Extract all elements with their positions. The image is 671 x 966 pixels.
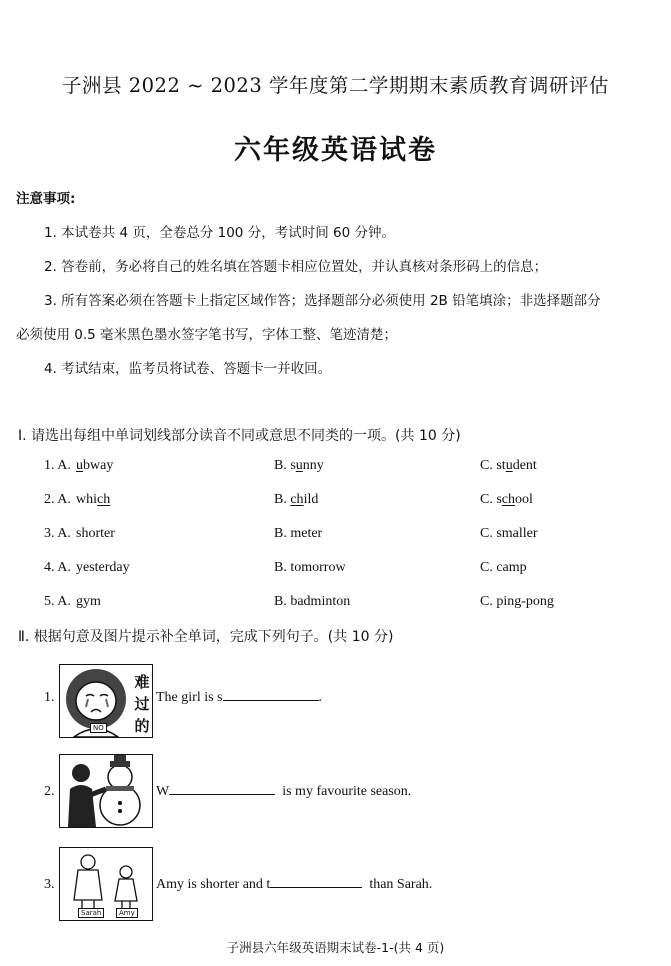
word-part: yesterday [76,560,130,575]
snowman-icon [60,755,152,827]
name-tag-amy: Amy [116,908,138,918]
sentence-3-start: Amy is shorter and t [156,877,271,892]
underlined-part: u [76,458,83,473]
section-2-title: Ⅱ. 根据句意及图片提示补全单词，完成下列句子。(共 10 分) [18,629,394,645]
word-part: B. [274,492,291,507]
word-part: nny [302,458,324,473]
note-item-4: 4. 考试结束，监考员将试卷、答题卡一并收回。 [44,361,332,377]
option-b [274,526,322,542]
word-part: C. ping-pong [480,594,554,609]
word-part: B. s [274,458,296,473]
option-a [76,594,101,610]
option-c [480,560,527,576]
word-part: ool [515,492,533,507]
note-item-1: 1. 本试卷共 4 页，全卷总分 100 分，考试时间 60 分钟。 [44,225,395,241]
underlined-part: ch [501,492,516,507]
word-part: B. tomorrow [274,560,346,575]
word-part: gym [76,594,101,609]
question-number: 3. [44,877,55,892]
word-part: ild [303,492,319,507]
word-part: shorter [76,526,115,541]
snowman-picture [59,754,153,828]
option-number: 1. A. [44,458,71,473]
underlined-part: ch [97,492,111,507]
option-b [274,492,318,508]
answer-blank-1[interactable] [223,700,319,701]
sentence-1 [156,690,322,706]
question-number: 2. [44,784,55,799]
word-part: B. badminton [274,594,351,609]
option-c [480,594,554,610]
option-number: 2. A. [44,492,71,507]
crying-girl-picture [59,664,153,738]
word-part: dent [512,458,537,473]
note-item-3-continued: 必须使用 0.5 毫米黑色墨水签字笔书写，字体工整、笔迹清楚； [16,327,398,343]
underlined-part: ch [290,492,304,507]
sentence-3-end: than Sarah. [369,877,433,892]
option-a [76,560,130,576]
word-part: whi [76,492,97,507]
two-girls-picture [59,847,153,921]
word-part: C. s [480,492,502,507]
option-a [76,458,113,474]
option-c [480,526,538,542]
option-a [76,526,115,542]
word-part: C. smaller [480,526,538,541]
option-b [274,594,350,610]
paper-title: 六年级英语试卷 [234,135,437,166]
option-c [480,492,533,508]
word-part: C. camp [480,560,527,575]
sentence-1-end: . [318,690,322,705]
note-item-2: 2. 答卷前，务必将自己的姓名填在答题卡相应位置处，并认真核对条形码上的信息； [44,259,548,275]
underlined-part: u [505,458,513,473]
sentence-2-end: is my favourite season. [282,784,412,799]
answer-blank-2[interactable] [169,794,275,795]
option-number: 3. A. [44,526,71,541]
underlined-part: u [295,458,303,473]
name-tag-sarah: Sarah [78,908,104,918]
option-a [76,492,110,508]
notes-heading: 注意事项: [16,191,76,207]
note-item-3: 3. 所有答案必须在答题卡上指定区域作答；选择题部分必须使用 2B 铅笔填涂；非选择题部分 [44,293,601,309]
answer-blank-3[interactable] [270,887,362,888]
option-number: 5. A. [44,594,71,609]
sentence-2-start: W [156,784,170,799]
picture-label: 难过的 [134,673,150,735]
word-part: C. st [480,458,506,473]
picture-badge: NO [90,723,107,733]
sentence-3 [156,877,432,893]
word-part: B. meter [274,526,323,541]
exam-title: 子洲县 2022 ~ 2023 学年度第二学期期末素质教育调研评估 [62,74,609,97]
option-b [274,560,346,576]
question-number: 1. [44,690,55,705]
sentence-1-start: The girl is s [156,690,223,705]
section-1-title: Ⅰ. 请选出每组中单词划线部分读音不同或意思不同类的一项。(共 10 分) [18,428,461,444]
page-footer: 子洲县六年级英语期末试卷-1-(共 4 页) [226,940,445,955]
option-b [274,458,324,474]
option-c [480,458,537,474]
word-part: bway [83,458,114,473]
sentence-2 [156,784,411,800]
two-girls-icon [60,848,152,920]
option-number: 4. A. [44,560,71,575]
